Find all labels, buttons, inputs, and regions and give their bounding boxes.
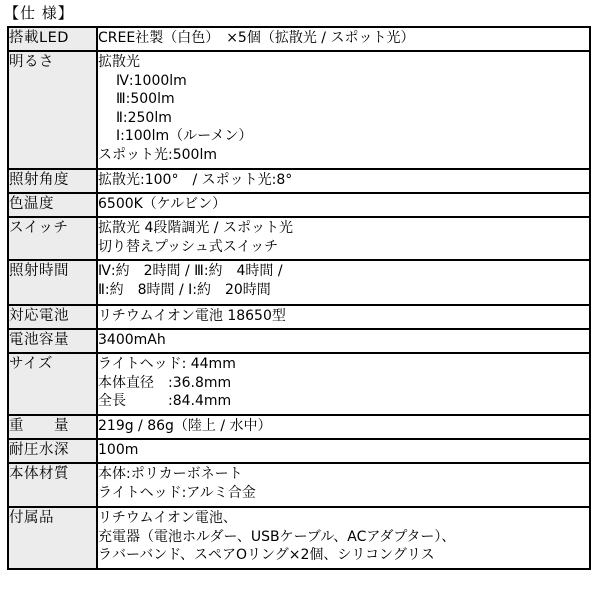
spec-value-line: スポット光:500lm (98, 146, 217, 163)
spec-value-line: 拡散光:100° / スポット光:8° (98, 172, 293, 188)
spec-label: 電池容量 (8, 329, 97, 353)
spec-value (97, 463, 590, 507)
spec-row-weight (8, 415, 590, 439)
spec-row-size (8, 353, 590, 415)
spec-value-line: 全長 :84.4mm (98, 393, 232, 409)
spec-value-line: ライトヘッド:アルミ合金 (98, 484, 256, 501)
spec-row-battery-type (8, 305, 590, 329)
spec-value-line: Ⅰ:100lm（ルーメン） (116, 128, 253, 144)
spec-value (97, 305, 590, 329)
spec-value (97, 353, 590, 415)
spec-value-line: Ⅱ:250lm (116, 109, 172, 126)
spec-label: 重 量 (8, 415, 97, 439)
spec-label: 搭載LED (8, 27, 97, 51)
spec-value (97, 439, 590, 463)
spec-row-switch (8, 217, 590, 260)
spec-value-line: 拡散光 4段階調光 / スポット光 (98, 220, 293, 236)
spec-value (97, 193, 590, 217)
spec-row-brightness (8, 51, 590, 169)
spec-value-line: 本体直径 :36.8mm (98, 374, 232, 391)
spec-row-material (8, 463, 590, 507)
spec-label: 色温度 (8, 193, 97, 217)
spec-value (97, 260, 590, 305)
spec-label: 対応電池 (8, 305, 97, 329)
spec-value (97, 51, 590, 169)
spec-value-line: リチウムイオン電池、 (98, 510, 237, 526)
spec-row-battery-capacity (8, 329, 590, 353)
spec-value-line: 拡散光 (98, 54, 140, 70)
spec-row-led (8, 27, 590, 51)
spec-value-line: Ⅱ:約 8時間 / Ⅰ:約 20時間 (98, 281, 271, 298)
spec-heading: 【仕 様】 (4, 4, 74, 22)
spec-row-accessories (8, 507, 590, 569)
spec-value-line: 219g / 86g（陸上 / 水中） (98, 418, 272, 434)
spec-row-beam-angle (8, 169, 590, 193)
spec-table (7, 26, 591, 570)
spec-label: スイッチ (8, 217, 97, 260)
spec-value-line: ライトヘッド: 44mm (98, 356, 236, 372)
spec-label: 本体材質 (8, 463, 97, 507)
spec-value-line: 充電器（電池ホルダー、USBケーブル、ACアダプター）、 (98, 528, 456, 545)
spec-value-line: CREE社製（白色） ×5個（拡散光 / スポット光） (98, 30, 415, 46)
spec-label: 付属品 (8, 507, 97, 569)
spec-value-line: Ⅳ:1000lm (116, 72, 187, 89)
spec-value (97, 329, 590, 353)
spec-label: 耐圧水深 (8, 439, 97, 463)
spec-value (97, 27, 590, 51)
spec-label: サイズ (8, 353, 97, 415)
spec-value (97, 217, 590, 260)
spec-row-depth-rating (8, 439, 590, 463)
spec-label: 明るさ (8, 51, 97, 169)
spec-value-line: 本体:ポリカーボネート (98, 466, 243, 482)
spec-label: 照射時間 (8, 260, 97, 305)
spec-row-color-temp (8, 193, 590, 217)
spec-value (97, 415, 590, 439)
spec-value (97, 169, 590, 193)
spec-label: 照射角度 (8, 169, 97, 193)
spec-value-line: リチウムイオン電池 18650型 (98, 308, 286, 324)
spec-value-line: 切り替えプッシュ式スイッチ (98, 238, 279, 255)
spec-value-line: 100m (98, 442, 139, 458)
spec-value-line: 6500K（ケルビン） (98, 196, 227, 212)
spec-value-line: Ⅲ:500lm (116, 91, 175, 107)
spec-value-line: 3400mAh (98, 332, 166, 348)
spec-row-runtime (8, 260, 590, 305)
spec-value (97, 507, 590, 569)
spec-value-line: Ⅳ:約 2時間 / Ⅲ:約 4時間 / (98, 263, 283, 279)
spec-value-line: ラバーバンド、スペアOリング×2個、シリコングリス (98, 547, 435, 563)
